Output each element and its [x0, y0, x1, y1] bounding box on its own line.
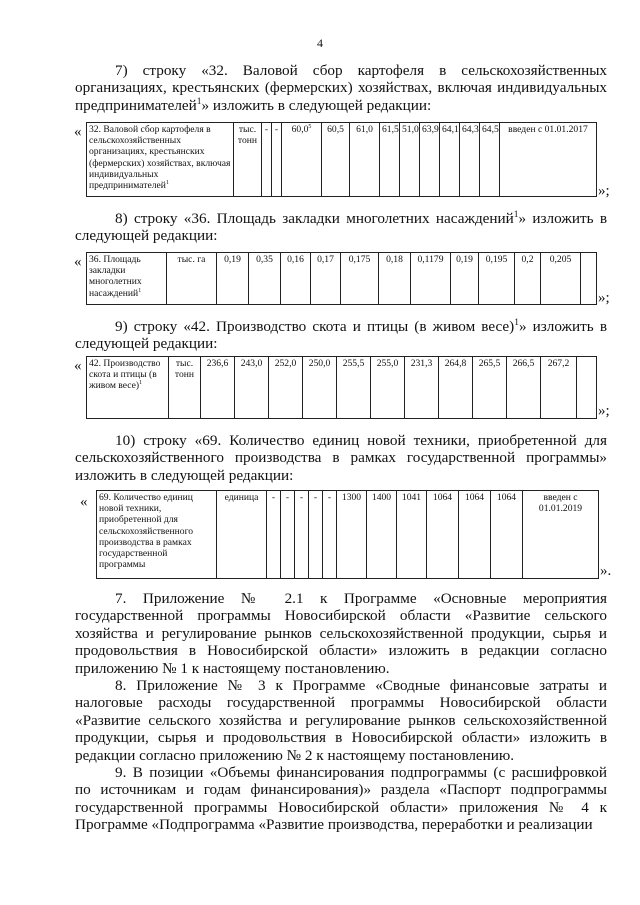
- footnote-marker: 1: [513, 209, 519, 220]
- value-cell: -: [272, 123, 282, 197]
- value-cell: 60,5: [322, 123, 350, 197]
- paragraph-7: [75, 62, 607, 114]
- value-cell: 231,3: [405, 357, 439, 419]
- value-cell: 250,0: [303, 357, 337, 419]
- value-cell: 267,2: [541, 357, 577, 419]
- open-quote: «: [74, 254, 82, 270]
- indicator-name-cell: 32. Валовой сбор картофеля в сельскохозяйственных организациях, крестьянских (фермерских) хозяйствах, включая индивидуальных предпринимателей$^1$: [87, 123, 234, 197]
- value-cell: -: [309, 491, 323, 579]
- value-cell: 0,175: [341, 253, 379, 305]
- value-cell: 236,6: [201, 357, 235, 419]
- value-cell: 51,0: [400, 123, 420, 197]
- open-quote: «: [74, 358, 82, 374]
- value-cell: -: [262, 123, 272, 197]
- value-cell: 1041: [397, 491, 427, 579]
- value-cell: -: [281, 491, 295, 579]
- close-quote: »;: [598, 183, 610, 199]
- note-cell: [581, 253, 597, 305]
- note-cell: [577, 357, 597, 419]
- paragraph-7-text: 7) строку «32. Валовой сбор картофеля в сельскохозяйственных организациях, крестьянских (фермерских) хозяйствах, включая индивидуальных предпринимателей: [75, 62, 607, 114]
- value-cell: 61,0: [350, 123, 380, 197]
- table-row-36: [86, 252, 597, 305]
- value-cell: 0,19: [217, 253, 249, 305]
- value-cell: 61,5: [380, 123, 400, 197]
- close-quote: »;: [598, 403, 610, 419]
- value-cell: 252,0: [269, 357, 303, 419]
- footnote-marker: 1: [196, 96, 202, 107]
- close-quote: ».: [600, 563, 612, 579]
- open-quote: «: [74, 124, 82, 140]
- page-number: 4: [317, 36, 323, 50]
- paragraph-7-tail: » изложить в следующей редакции:: [201, 96, 432, 114]
- value-cell: 0,35: [249, 253, 281, 305]
- paragraph-9-text: 9) строку «42. Производство скота и птицы (в живом весе): [115, 318, 515, 335]
- value-cell: -: [267, 491, 281, 579]
- unit-cell: тыс. тонн: [234, 123, 262, 197]
- value-cell: 0,18: [379, 253, 411, 305]
- value-cell: 60,0$^5$: [282, 123, 322, 197]
- open-quote: «: [80, 494, 88, 510]
- value-cell: 255,5: [337, 357, 371, 419]
- indicator-name-cell: 36. Площадь закладки многолетних насаждений$^1$: [87, 253, 167, 305]
- value-cell: 1400: [367, 491, 397, 579]
- paragraph-8: [75, 210, 607, 245]
- paragraph-9: [75, 318, 607, 353]
- note-cell: введен с 01.01.2019: [523, 491, 599, 579]
- table-row-69: [96, 490, 599, 579]
- value-cell: 63,9: [420, 123, 440, 197]
- item-9: 9. В позиции «Объемы финансирования подпрограммы (с расшифровкой по источникам и годам финансирования)» раздела «Паспорт подпрограммы государственной программы Новосибирской области» приложения № 4 к Программе «Подпрограмма «Развитие производства, переработки и реализации: [75, 764, 607, 834]
- value-cell: 0,205: [541, 253, 581, 305]
- value-cell: 0,2: [515, 253, 541, 305]
- value-cell: 1064: [427, 491, 459, 579]
- paragraph-9-tail: » изложить в следующей редакции:: [75, 318, 607, 353]
- value-cell: 0,19: [451, 253, 479, 305]
- value-cell: 0,1179: [411, 253, 451, 305]
- value-cell: 264,8: [439, 357, 473, 419]
- value-cell: 265,5: [473, 357, 507, 419]
- paragraph-8-tail: » изложить в следующей редакции:: [75, 210, 607, 245]
- paragraph-10: 10) строку «69. Количество единиц новой техники, приобретенной для сельскохозяйственного производства в рамках государственной программы» изложить в следующей редакции:: [75, 432, 607, 484]
- value-cell: 0,195: [479, 253, 515, 305]
- value-cell: -: [323, 491, 337, 579]
- footnote-marker: 1: [514, 317, 519, 328]
- unit-cell: тыс. тонн: [169, 357, 201, 419]
- unit-cell: единица: [217, 491, 267, 579]
- value-cell: 255,0: [371, 357, 405, 419]
- unit-cell: тыс. га: [167, 253, 217, 305]
- indicator-name-cell: 42. Производство скота и птицы (в живом весе)$^1$: [87, 357, 169, 419]
- value-cell: 1300: [337, 491, 367, 579]
- table-row-32: [86, 122, 597, 197]
- value-cell: 243,0: [235, 357, 269, 419]
- paragraph-8-text: 8) строку «36. Площадь закладки многолетних насаждений: [115, 210, 514, 227]
- close-quote: »;: [598, 290, 610, 306]
- item-7: 7. Приложение № 2.1 к Программе «Основные мероприятия государственной программы Новосибирской области «Развитие сельского хозяйства и регулирование рынков сельскохозяйственной продукции, сырья и продовольствия в Новосибирской области» изложить в редакции согласно приложению № 1 к настоящему постановлению.: [75, 590, 607, 677]
- value-cell: 0,16: [281, 253, 311, 305]
- value-cell: 64,5: [480, 123, 500, 197]
- value-cell: 64,1: [440, 123, 460, 197]
- value-cell: 0,17: [311, 253, 341, 305]
- value-cell: 64,3: [460, 123, 480, 197]
- indicator-name-cell: 69. Количество единиц новой техники, приобретенной для сельскохозяйственного производства в рамках государственной программы: [97, 491, 217, 579]
- table-row-42: [86, 356, 597, 419]
- value-cell: -: [295, 491, 309, 579]
- value-cell: 1064: [459, 491, 491, 579]
- note-cell: введен с 01.01.2017: [500, 123, 597, 197]
- item-8: 8. Приложение № 3 к Программе «Сводные финансовые затраты и налоговые расходы государственной программы Новосибирской области «Развитие сельского хозяйства и регулирование рынков сельскохозяйственной продукции, сырья и продовольствия в Новосибирской области» изложить в редакции согласно приложению № 2 к настоящему постановлению.: [75, 677, 607, 764]
- value-cell: 266,5: [507, 357, 541, 419]
- value-cell: 1064: [491, 491, 523, 579]
